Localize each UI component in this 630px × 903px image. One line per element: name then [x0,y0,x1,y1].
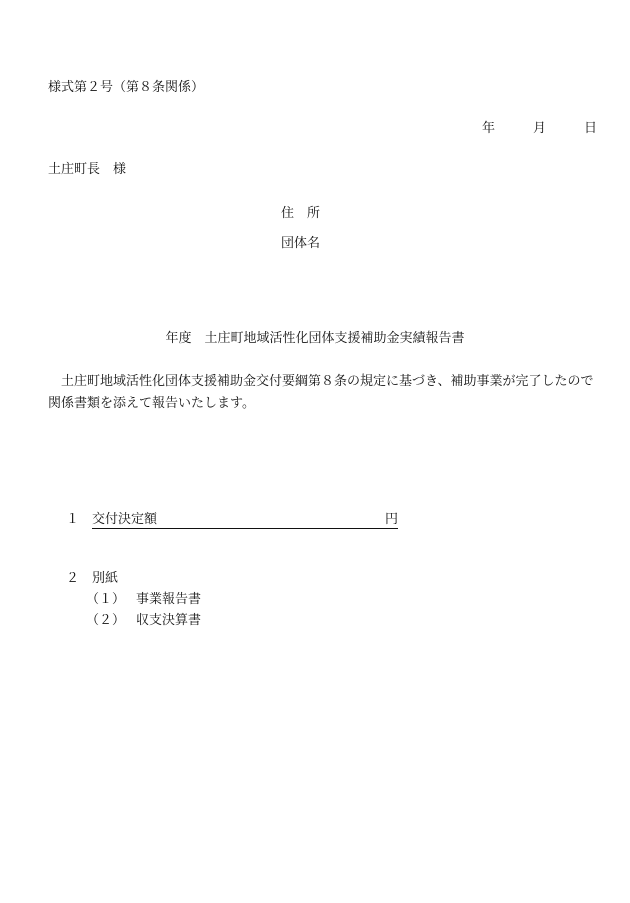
form-number: 様式第２号（第８条関係） [48,80,205,95]
grant-amount-item [66,512,398,529]
address-label: 住 所 [281,206,321,221]
item-number: １ [66,512,80,527]
attachments-item [66,571,118,587]
date-line [482,121,597,137]
attachment-label: 事業報告書 [136,592,202,607]
addressee: 土庄町長 様 [48,162,127,177]
attachment-number: （１） [86,592,126,607]
organization-name-label: 団体名 [281,236,321,251]
item-number: ２ [66,571,80,586]
grant-amount-field [92,512,398,529]
date-year: 年 [481,121,495,136]
date-day: 日 [583,121,597,136]
attachment-label: 収支決算書 [136,613,202,628]
attachments-label: 別紙 [92,571,119,586]
attachment-number: （２） [86,613,126,628]
yen-unit: 円 [384,512,398,527]
date-month: 月 [532,121,546,136]
grant-amount-label: 交付決定額 [92,512,158,527]
document-title: 年度 土庄町地域活性化団体支援補助金実績報告書 [165,331,465,346]
report-body-text: 土庄町地域活性化団体支援補助金交付要綱第８条の規定に基づき、補助事業が完了したので関係書類を添えて報告いたします。 [48,374,594,411]
attachment-item [86,592,201,608]
attachment-item [86,613,201,629]
